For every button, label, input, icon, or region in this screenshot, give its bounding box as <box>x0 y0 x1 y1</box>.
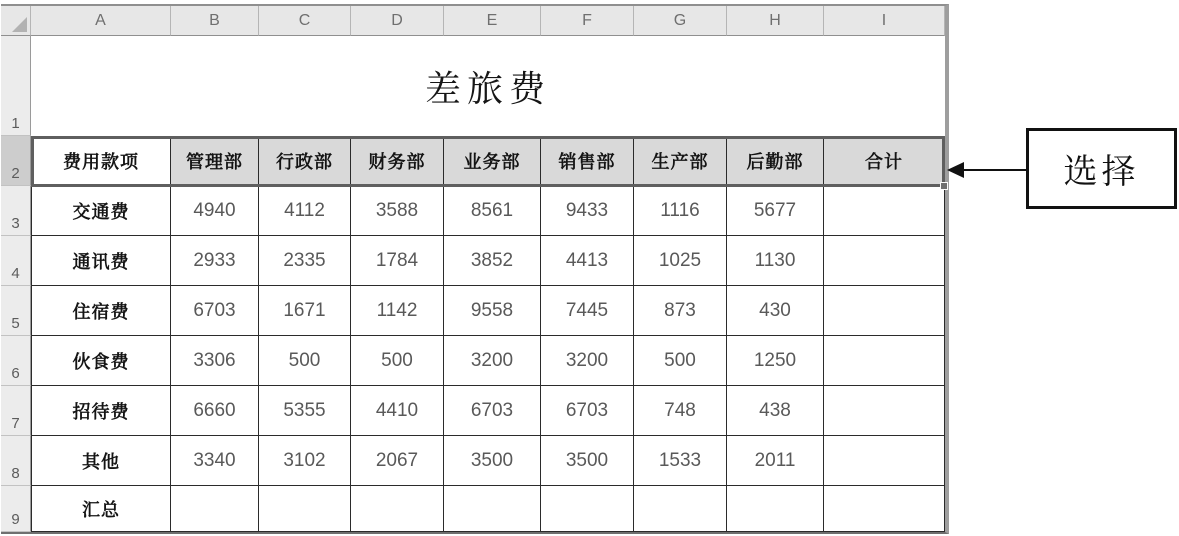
value-cell[interactable] <box>727 286 824 336</box>
column-header-A[interactable]: A <box>31 6 171 36</box>
column-header-D[interactable]: D <box>351 6 444 36</box>
row-label-text: 交通费 <box>72 201 130 222</box>
value-cell[interactable] <box>351 436 444 486</box>
value-text: 1533 <box>658 449 702 471</box>
value-cell[interactable] <box>171 236 259 286</box>
row-label-cell[interactable] <box>31 386 171 436</box>
spreadsheet <box>1 4 949 534</box>
header-cell-text: 行政部 <box>276 151 333 172</box>
value-cell[interactable] <box>541 486 634 532</box>
value-cell[interactable] <box>634 186 727 236</box>
value-cell[interactable] <box>541 336 634 386</box>
value-cell[interactable] <box>541 236 634 286</box>
value-cell[interactable] <box>824 486 945 532</box>
value-text: 1130 <box>754 249 796 271</box>
callout-label: 选择 <box>1063 153 1140 191</box>
value-text: 2011 <box>754 449 796 471</box>
value-cell[interactable] <box>634 236 727 286</box>
value-text: 2335 <box>283 249 326 271</box>
value-text: 1142 <box>376 299 418 321</box>
row-number-9[interactable]: 9 <box>1 486 31 532</box>
value-text: 3200 <box>565 349 609 371</box>
value-cell[interactable] <box>259 336 351 386</box>
row-label-text: 通讯费 <box>72 251 130 272</box>
row-label-text: 招待费 <box>72 401 130 422</box>
row-number-1[interactable]: 1 <box>1 36 31 136</box>
value-cell[interactable] <box>444 336 541 386</box>
value-text: 5355 <box>283 399 326 421</box>
value-text: 500 <box>664 349 696 371</box>
value-text: 4410 <box>375 399 419 421</box>
value-cell[interactable] <box>824 236 945 286</box>
value-cell[interactable] <box>351 186 444 236</box>
value-cell[interactable] <box>541 286 634 336</box>
value-text: 9433 <box>565 199 609 221</box>
value-cell[interactable] <box>171 286 259 336</box>
value-text: 3588 <box>375 199 419 221</box>
row-number-6[interactable]: 6 <box>1 336 31 386</box>
value-text: 1784 <box>375 249 419 271</box>
value-text: 4940 <box>193 199 236 221</box>
value-text: 2067 <box>375 449 419 471</box>
value-cell[interactable] <box>824 286 945 336</box>
column-header-E[interactable]: E <box>444 6 541 36</box>
value-cell[interactable] <box>259 436 351 486</box>
row-label-text: 伙食费 <box>72 351 130 372</box>
value-cell[interactable] <box>259 386 351 436</box>
value-text: 4413 <box>565 249 609 271</box>
header-cell-text: 合计 <box>865 151 903 172</box>
value-cell[interactable] <box>351 336 444 386</box>
value-cell[interactable] <box>351 486 444 532</box>
value-cell[interactable] <box>259 486 351 532</box>
value-cell[interactable] <box>171 386 259 436</box>
value-cell[interactable] <box>171 336 259 386</box>
value-text: 1116 <box>660 199 700 221</box>
value-cell[interactable] <box>727 336 824 386</box>
header-cell-销售部[interactable] <box>541 136 634 186</box>
value-cell[interactable] <box>727 486 824 532</box>
value-text: 1025 <box>658 249 702 271</box>
value-text: 873 <box>664 299 696 321</box>
header-cell-text: 管理部 <box>186 151 243 172</box>
value-cell[interactable] <box>824 336 945 386</box>
value-text: 5677 <box>753 199 797 221</box>
value-cell[interactable] <box>351 286 444 336</box>
select-all-corner[interactable] <box>1 6 31 36</box>
title-cell[interactable]: 差旅费 <box>31 36 945 136</box>
column-header-I[interactable]: I <box>824 6 945 36</box>
value-cell[interactable] <box>634 286 727 336</box>
value-cell[interactable] <box>259 236 351 286</box>
row-label-cell[interactable] <box>31 286 171 336</box>
header-cell-业务部[interactable] <box>444 136 541 186</box>
column-header-F[interactable]: F <box>541 6 634 36</box>
value-cell[interactable] <box>259 186 351 236</box>
value-cell[interactable] <box>444 436 541 486</box>
value-cell[interactable] <box>634 386 727 436</box>
row-label-cell[interactable] <box>31 436 171 486</box>
header-cell-后勤部[interactable] <box>727 136 824 186</box>
value-text: 2933 <box>193 249 236 271</box>
value-cell[interactable] <box>824 186 945 236</box>
column-header-G[interactable]: G <box>634 6 727 36</box>
value-text: 1671 <box>283 299 326 321</box>
value-cell[interactable] <box>541 436 634 486</box>
value-cell[interactable] <box>824 436 945 486</box>
value-cell[interactable] <box>171 486 259 532</box>
header-cell-管理部[interactable] <box>171 136 259 186</box>
value-cell[interactable] <box>634 336 727 386</box>
value-cell[interactable] <box>171 436 259 486</box>
value-cell[interactable] <box>171 186 259 236</box>
value-text: 3852 <box>470 249 514 271</box>
header-cell-text: 财务部 <box>368 151 426 172</box>
callout-select-box <box>1026 128 1177 209</box>
value-cell[interactable] <box>727 436 824 486</box>
row-number-4[interactable]: 4 <box>1 236 31 286</box>
header-cell-text: 费用款项 <box>63 151 139 172</box>
header-cell-行政部[interactable] <box>259 136 351 186</box>
value-text: 6703 <box>470 399 514 421</box>
value-cell[interactable] <box>541 386 634 436</box>
value-cell[interactable] <box>444 286 541 336</box>
column-header-H[interactable]: H <box>727 6 824 36</box>
header-cell-text: 生产部 <box>651 151 709 172</box>
row-number-2[interactable]: 2 <box>1 136 31 186</box>
value-text: 6703 <box>565 399 609 421</box>
header-cell-text: 销售部 <box>558 151 616 172</box>
value-text: 6703 <box>193 299 236 321</box>
value-cell[interactable] <box>727 186 824 236</box>
header-cell-label[interactable] <box>31 136 171 186</box>
value-text: 500 <box>381 349 413 371</box>
value-cell[interactable] <box>444 186 541 236</box>
column-header-C[interactable]: C <box>259 6 351 36</box>
value-cell[interactable] <box>634 486 727 532</box>
value-cell[interactable] <box>634 436 727 486</box>
value-cell[interactable] <box>351 236 444 286</box>
value-cell[interactable] <box>444 486 541 532</box>
row-label-text: 住宿费 <box>72 301 130 322</box>
row-number-3[interactable]: 3 <box>1 186 31 236</box>
row-label-text: 其他 <box>82 451 120 472</box>
column-header-B[interactable]: B <box>171 6 259 36</box>
value-text: 3306 <box>193 349 236 371</box>
value-text: 8561 <box>470 199 514 221</box>
row-label-cell[interactable] <box>31 336 171 386</box>
value-text: 4112 <box>284 199 325 221</box>
value-cell[interactable] <box>824 386 945 436</box>
header-cell-text: 后勤部 <box>746 151 804 172</box>
value-cell[interactable] <box>259 286 351 336</box>
value-text: 430 <box>759 299 791 321</box>
header-cell-财务部[interactable] <box>351 136 444 186</box>
header-cell-合计[interactable] <box>824 136 945 186</box>
value-text: 3500 <box>565 449 609 471</box>
header-cell-text: 业务部 <box>463 151 521 172</box>
value-cell[interactable] <box>444 386 541 436</box>
value-text: 3200 <box>470 349 514 371</box>
row-number-8[interactable]: 8 <box>1 436 31 486</box>
value-text: 748 <box>664 399 696 421</box>
row-label-cell[interactable] <box>31 236 171 286</box>
value-cell[interactable] <box>727 236 824 286</box>
value-text: 3340 <box>193 449 236 471</box>
value-text: 9558 <box>470 299 514 321</box>
value-text: 3102 <box>283 449 326 471</box>
row-number-5[interactable]: 5 <box>1 286 31 336</box>
value-text: 7445 <box>565 299 609 321</box>
value-text: 500 <box>288 349 321 371</box>
row-label-cell[interactable] <box>31 186 171 236</box>
value-cell[interactable] <box>727 386 824 436</box>
row-label-text: 汇总 <box>82 499 120 520</box>
header-cell-生产部[interactable] <box>634 136 727 186</box>
value-cell[interactable] <box>541 186 634 236</box>
value-cell[interactable] <box>351 386 444 436</box>
value-text: 438 <box>759 399 791 421</box>
value-text: 3500 <box>470 449 514 471</box>
value-text: 6660 <box>193 399 236 421</box>
value-cell[interactable] <box>444 236 541 286</box>
value-text: 1250 <box>753 349 797 371</box>
callout-arrow <box>947 159 1026 181</box>
row-label-cell[interactable] <box>31 486 171 532</box>
select-all-triangle-icon <box>12 17 27 32</box>
row-number-7[interactable]: 7 <box>1 386 31 436</box>
